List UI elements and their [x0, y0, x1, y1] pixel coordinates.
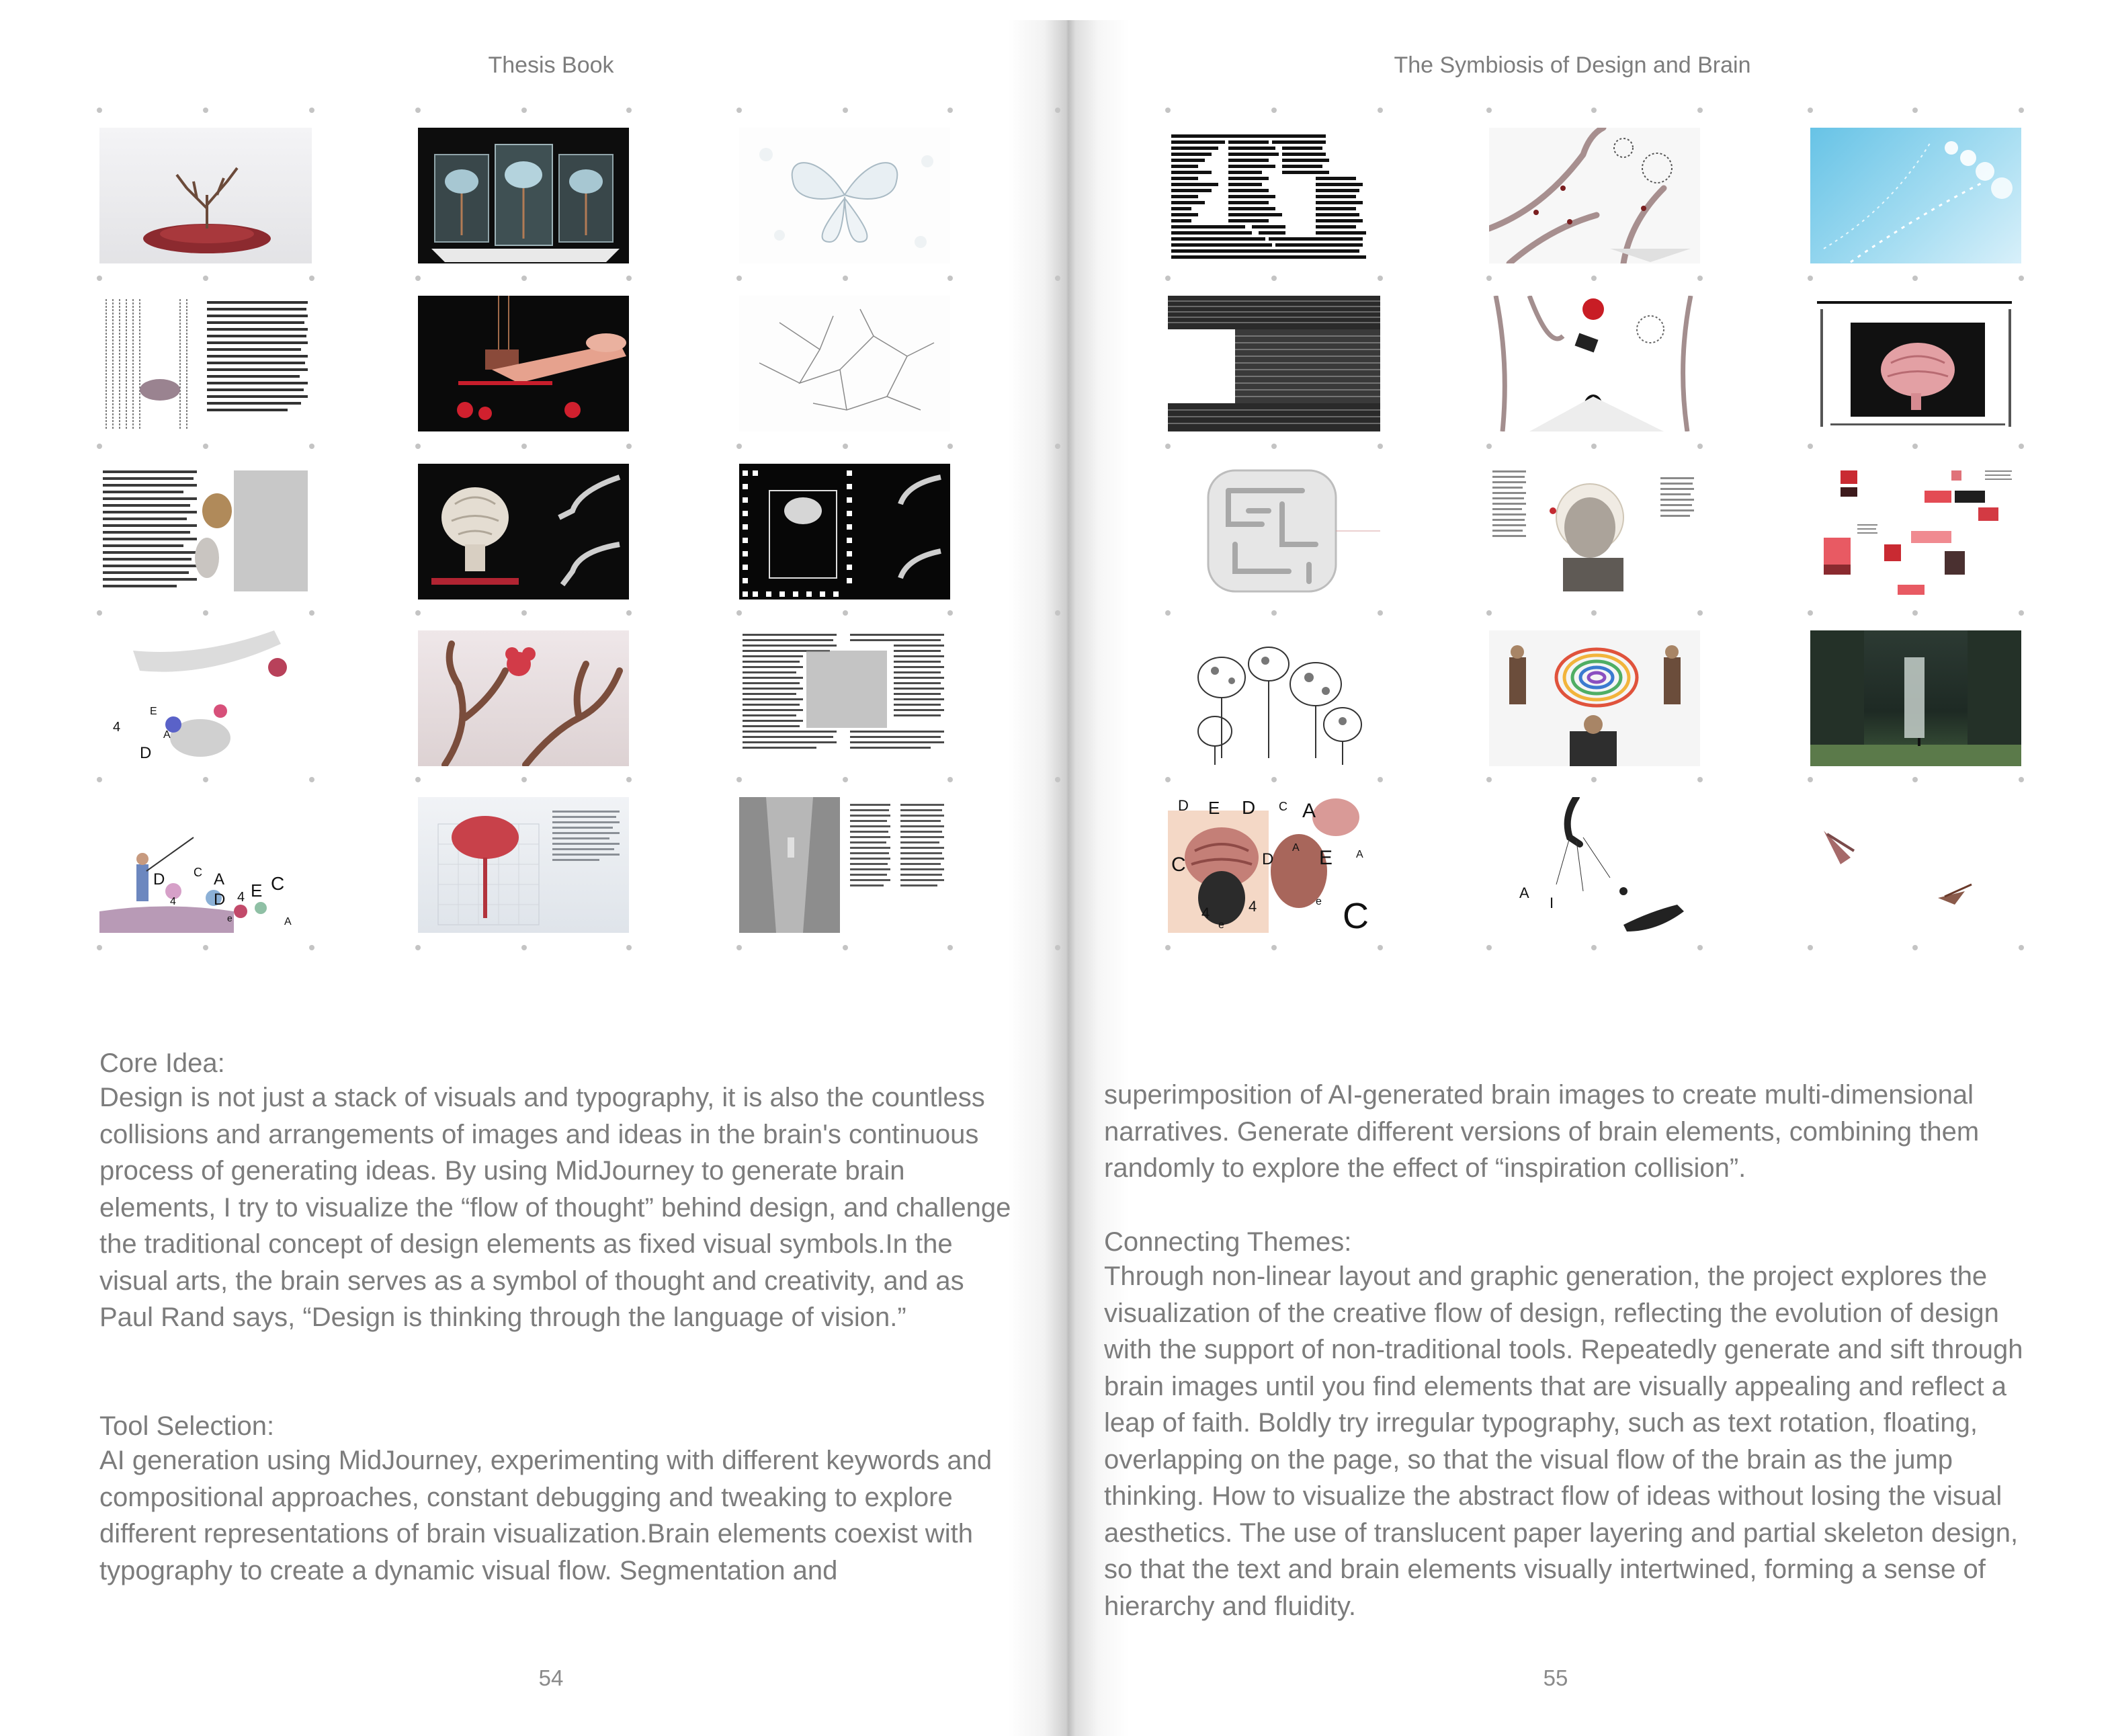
grid-dot — [2019, 108, 2024, 113]
svg-text:A: A — [284, 916, 292, 927]
grid-dot — [415, 777, 421, 782]
grid-dot — [1808, 945, 1813, 950]
svg-text:e: e — [1316, 896, 1322, 907]
svg-text:4: 4 — [113, 720, 121, 735]
grid-dot — [1808, 108, 1813, 113]
grid-dot — [1697, 108, 1703, 113]
svg-text:I: I — [1550, 895, 1554, 911]
svg-text:C: C — [1343, 896, 1369, 933]
grid-dot — [947, 444, 953, 449]
grid-dot — [626, 444, 632, 449]
grid-dot — [1055, 945, 1060, 950]
grid-dot — [843, 444, 848, 449]
svg-text:D: D — [1178, 797, 1189, 814]
grid-dot — [1165, 777, 1171, 782]
grid-dot — [736, 108, 742, 113]
svg-text:E: E — [1208, 798, 1220, 818]
svg-text:4: 4 — [1201, 905, 1210, 921]
grid-dot — [1486, 276, 1492, 281]
svg-text:A: A — [1292, 842, 1300, 854]
grid-dot — [203, 777, 208, 782]
grid-dot — [521, 945, 527, 950]
grid-dot — [1912, 108, 1918, 113]
botanical-drawings-thumbnail[interactable] — [1168, 630, 1380, 766]
grid-dot — [843, 276, 848, 281]
grid-dot — [203, 610, 208, 616]
grid-dot — [1486, 444, 1492, 449]
grid-dot — [309, 610, 314, 616]
grid-dot — [1591, 108, 1597, 113]
grid-dot — [1378, 945, 1383, 950]
core-idea-text: Design is not just a stack of visuals and typography, it is also the countless collisions and arrangements of images and ideas in the brain's continuous process of generating ideas. By using MidJourney to generate brain elements, I try to visualize the “flow of thought” behind design, and challenge the traditional concept of design elements as fixed visual symbols.In the visual arts, the brain serves as a symbol of thought and creativity, and as Paul Rand says, “Design is thinking through the language of vision.” — [99, 1083, 1011, 1332]
brain-cube-hands-thumbnail[interactable] — [739, 464, 950, 600]
grid-dot — [2019, 276, 2024, 281]
grid-dot — [97, 777, 102, 782]
grid-dot — [1591, 777, 1597, 782]
grid-dot — [626, 610, 632, 616]
grid-dot — [521, 444, 527, 449]
grid-dot — [309, 945, 314, 950]
grid-dot — [1165, 108, 1171, 113]
grid-dot — [1055, 777, 1060, 782]
grid-dot — [947, 777, 953, 782]
svg-text:C: C — [271, 873, 285, 894]
grid-dot — [415, 945, 421, 950]
grid-dot — [1697, 610, 1703, 616]
svg-text:4: 4 — [170, 896, 176, 907]
grid-dot — [1591, 610, 1597, 616]
grid-dot — [1808, 276, 1813, 281]
grid-dot — [1697, 276, 1703, 281]
grid-dot — [1486, 108, 1492, 113]
grid-dot — [736, 610, 742, 616]
svg-text:A: A — [1356, 849, 1363, 860]
svg-text:4: 4 — [1249, 898, 1257, 915]
white-maze-thumbnail[interactable] — [1168, 464, 1380, 600]
grid-dot — [1378, 444, 1383, 449]
grid-dot — [521, 610, 527, 616]
grid-dot — [1808, 610, 1813, 616]
grid-dot — [1808, 777, 1813, 782]
grid-dot — [203, 276, 208, 281]
svg-text:A: A — [163, 729, 171, 741]
grid-dot — [736, 444, 742, 449]
svg-text:E: E — [1319, 847, 1333, 869]
text-collage-spread-thumbnail[interactable] — [99, 464, 312, 600]
grid-dot — [1055, 610, 1060, 616]
svg-text:D: D — [214, 891, 226, 909]
grid-dot — [626, 276, 632, 281]
grid-dot — [97, 108, 102, 113]
fishing-figure-letters-thumbnail[interactable] — [99, 797, 312, 933]
grid-dot — [2019, 444, 2024, 449]
grid-dot — [1271, 276, 1277, 281]
svg-text:D: D — [1262, 850, 1274, 868]
grid-dot — [309, 444, 314, 449]
glitch-text-block-thumbnail[interactable] — [1168, 296, 1380, 431]
grid-dot — [1378, 276, 1383, 281]
brain-text-frame-thumbnail[interactable] — [1810, 296, 2021, 431]
grid-dot — [1912, 276, 1918, 281]
grid-dot — [415, 610, 421, 616]
grid-dot — [1378, 610, 1383, 616]
coral-island-thumbnail[interactable] — [99, 128, 312, 263]
svg-text:D: D — [1242, 797, 1256, 818]
grid-dot — [1486, 777, 1492, 782]
grid-dot — [415, 108, 421, 113]
grid-dot — [97, 945, 102, 950]
grid-dot — [947, 108, 953, 113]
right-running-head: The Symbiosis of Design and Brain — [1394, 52, 1751, 78]
grid-dot — [1378, 108, 1383, 113]
grey-corridor-text-thumbnail[interactable] — [739, 797, 950, 933]
right-page-number: 55 — [1543, 1665, 1568, 1690]
grid-dot — [1697, 945, 1703, 950]
svg-text:D: D — [140, 744, 152, 762]
brain-skull-hand-thumbnail[interactable] — [418, 464, 629, 600]
rotated-text-layout-thumbnail[interactable] — [99, 296, 312, 431]
grid-dot — [947, 610, 953, 616]
brain-glass-box-thumbnail[interactable] — [418, 797, 629, 933]
grid-dot — [203, 444, 208, 449]
grid-dot — [843, 777, 848, 782]
grid-dot — [1055, 276, 1060, 281]
coral-branches-thumbnail[interactable] — [418, 630, 629, 766]
grid-dot — [1271, 610, 1277, 616]
text-columns-spread-thumbnail[interactable] — [739, 630, 950, 766]
hand-strings-ai-thumbnail[interactable] — [1489, 797, 1700, 933]
grid-dot — [97, 610, 102, 616]
grid-dot — [1486, 610, 1492, 616]
grid-dot — [1165, 945, 1171, 950]
grid-dot — [736, 276, 742, 281]
continuation-text: superimposition of AI-generated brain images to create multi-dimensional narratives. Generate different versions of brain elements, combining them randomly to explore the effect of “inspiration collision”. — [1104, 1080, 1980, 1183]
grid-dot — [97, 444, 102, 449]
grid-dot — [947, 276, 953, 281]
crystal-butterfly-thumbnail[interactable] — [739, 128, 950, 263]
core-idea-heading: Core Idea: — [99, 1048, 225, 1078]
grid-dot — [1165, 444, 1171, 449]
grid-dot — [1055, 108, 1060, 113]
svg-text:C: C — [1279, 800, 1287, 813]
connecting-themes-heading: Connecting Themes: — [1104, 1227, 1352, 1257]
grid-dot — [1378, 777, 1383, 782]
left-page-number: 54 — [538, 1665, 564, 1690]
connecting-themes-text: Through non-linear layout and graphic generation, the project explores the visualization of the creative flow of design, reflecting the evolution of design with the support of non-traditional tools. Repeatedly generate and sift through brain images until you find elements that are visually appealing and reflect a leap of faith. Boldly try irregular typography, such as text rotation, floating, overlapping on the page, so that the visual flow of the brain as the jump thinking. How to visualize the abstract flow of ideas without losing the visual aesthetics. The use of translucent paper layering and partial skeleton design, so that the text and brain elements visually intertwined, forming a sense of hierarchy and fluidity. — [1104, 1262, 2023, 1621]
left-running-head: Thesis Book — [488, 52, 614, 78]
thorny-branches-thumbnail[interactable] — [1489, 128, 1700, 263]
grid-dot — [736, 777, 742, 782]
svg-text:A: A — [1302, 800, 1316, 822]
grid-dot — [1912, 777, 1918, 782]
tool-selection-text: AI generation using MidJourney, experimenting with different keywords and compositional approaches, constant debugging and tweaking to explore different representations of brain visualization.Brain elements coexist with typography to create a dynamic visual flow. Segmentation and — [99, 1446, 992, 1585]
dense-typography-thumbnail[interactable] — [1168, 128, 1380, 263]
svg-text:C: C — [1171, 854, 1186, 876]
svg-text:D: D — [153, 870, 165, 888]
svg-text:A: A — [214, 870, 225, 888]
grid-dot — [1591, 444, 1597, 449]
grid-dot — [521, 276, 527, 281]
grid-dot — [203, 108, 208, 113]
grid-dot — [1912, 945, 1918, 950]
grid-dot — [309, 276, 314, 281]
grid-dot — [843, 610, 848, 616]
svg-text:E: E — [150, 706, 157, 717]
svg-text:e: e — [227, 913, 232, 923]
blue-droplets-thumbnail[interactable] — [1810, 128, 2021, 263]
grid-dot — [1912, 444, 1918, 449]
grid-dot — [1271, 108, 1277, 113]
grid-dot — [1271, 777, 1277, 782]
grid-dot — [2019, 610, 2024, 616]
grid-dot — [1055, 444, 1060, 449]
grid-dot — [947, 945, 953, 950]
brain-heads-letters-thumbnail[interactable] — [1168, 797, 1380, 933]
svg-text:A: A — [1519, 884, 1529, 901]
grid-dot — [2019, 945, 2024, 950]
grid-dot — [736, 945, 742, 950]
svg-text:C: C — [194, 866, 202, 879]
grid-dot — [97, 276, 102, 281]
grid-dot — [1697, 777, 1703, 782]
grid-dot — [1165, 276, 1171, 281]
grid-dot — [521, 777, 527, 782]
hand-head-letters-thumbnail[interactable] — [99, 630, 312, 766]
grid-dot — [843, 945, 848, 950]
forest-waterfall-thumbnail[interactable] — [1810, 630, 2021, 766]
line-network-thumbnail[interactable] — [739, 296, 950, 431]
head-collage-thumbnail[interactable] — [1489, 464, 1700, 600]
colorful-brain-figures-thumbnail[interactable] — [1489, 630, 1700, 766]
grid-dot — [309, 777, 314, 782]
grid-dot — [2019, 777, 2024, 782]
grid-dot — [843, 108, 848, 113]
svg-text:e: e — [1218, 919, 1224, 931]
grid-dot — [521, 108, 527, 113]
red-squares-layout-thumbnail[interactable] — [1810, 464, 2021, 600]
hand-puppet-strings-thumbnail[interactable] — [418, 296, 629, 431]
grid-dot — [1486, 945, 1492, 950]
svg-text:4: 4 — [237, 890, 245, 905]
grid-dot — [1271, 945, 1277, 950]
grid-dot — [309, 108, 314, 113]
brain-display-cases-thumbnail[interactable] — [418, 128, 629, 263]
grid-dot — [415, 276, 421, 281]
grid-dot — [1591, 276, 1597, 281]
grid-dot — [626, 108, 632, 113]
grid-dot — [1912, 610, 1918, 616]
thorns-red-sphere-thumbnail[interactable] — [1489, 296, 1700, 431]
tool-selection-heading: Tool Selection: — [99, 1411, 275, 1441]
grid-dot — [626, 945, 632, 950]
grid-dot — [1271, 444, 1277, 449]
grid-dot — [415, 444, 421, 449]
falling-figures-thumbnail[interactable] — [1810, 797, 2021, 933]
grid-dot — [203, 945, 208, 950]
svg-text:E: E — [251, 880, 263, 901]
grid-dot — [1808, 444, 1813, 449]
grid-dot — [1697, 444, 1703, 449]
grid-dot — [1165, 610, 1171, 616]
grid-dot — [1591, 945, 1597, 950]
grid-dot — [626, 777, 632, 782]
